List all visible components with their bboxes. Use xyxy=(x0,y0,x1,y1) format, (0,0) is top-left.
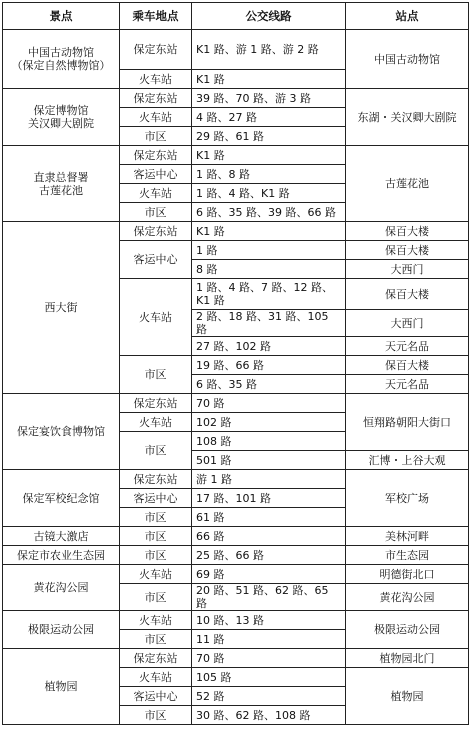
stop-cell: 市生态园 xyxy=(346,546,469,565)
stop-cell: 恒翔路朝阳大街口 xyxy=(346,394,469,451)
header-boarding-place: 乘车地点 xyxy=(120,3,192,30)
boarding-cell: 市区 xyxy=(120,706,192,725)
boarding-cell: 市区 xyxy=(120,508,192,527)
bus-line-cell: K1 路 xyxy=(192,222,346,241)
bus-line-cell: 11 路 xyxy=(192,630,346,649)
bus-line-cell: 27 路、102 路 xyxy=(192,337,346,356)
bus-line-cell: 70 路 xyxy=(192,394,346,413)
table-row xyxy=(3,649,469,668)
boarding-cell: 市区 xyxy=(120,546,192,565)
bus-line-cell: 69 路 xyxy=(192,565,346,584)
stop-cell: 保百大楼 xyxy=(346,241,469,260)
boarding-cell: 保定东站 xyxy=(120,222,192,241)
bus-line-cell: 20 路、51 路、62 路、65 路 xyxy=(192,584,346,611)
boarding-cell: 火车站 xyxy=(120,184,192,203)
boarding-cell: 火车站 xyxy=(120,565,192,584)
stop-cell: 美林河畔 xyxy=(346,527,469,546)
bus-line-cell: K1 路 xyxy=(192,70,346,89)
scenic-spot-cell: 直隶总督署 古莲花池 xyxy=(3,146,120,222)
boarding-cell: 客运中心 xyxy=(120,687,192,706)
table-row xyxy=(3,565,469,584)
stop-cell: 天元名品 xyxy=(346,337,469,356)
boarding-cell: 客运中心 xyxy=(120,489,192,508)
bus-line-cell: 6 路、35 路、39 路、66 路 xyxy=(192,203,346,222)
table-row xyxy=(3,611,469,630)
boarding-cell: 市区 xyxy=(120,584,192,611)
bus-line-cell: 10 路、13 路 xyxy=(192,611,346,630)
bus-line-cell: 17 路、101 路 xyxy=(192,489,346,508)
bus-line-cell: 4 路、27 路 xyxy=(192,108,346,127)
boarding-cell: 客运中心 xyxy=(120,165,192,184)
stop-cell: 中国古动物馆 xyxy=(346,30,469,89)
stop-cell: 保百大楼 xyxy=(346,279,469,310)
stop-cell: 保百大楼 xyxy=(346,356,469,375)
stop-cell: 军校广场 xyxy=(346,470,469,527)
boarding-cell: 火车站 xyxy=(120,611,192,630)
bus-line-cell: 6 路、35 路 xyxy=(192,375,346,394)
boarding-cell: 市区 xyxy=(120,630,192,649)
stop-cell: 明德街北口 xyxy=(346,565,469,584)
bus-line-cell: 105 路 xyxy=(192,668,346,687)
header-row xyxy=(3,3,469,30)
bus-line-cell: 29 路、61 路 xyxy=(192,127,346,146)
table-row xyxy=(3,527,469,546)
boarding-cell: 火车站 xyxy=(120,108,192,127)
bus-line-cell: 61 路 xyxy=(192,508,346,527)
bus-route-table xyxy=(2,2,469,725)
scenic-spot-cell: 中国古动物馆 （保定自然博物馆） xyxy=(3,30,120,89)
header-bus-lines: 公交线路 xyxy=(192,3,346,30)
bus-line-cell: K1 路、游 1 路、游 2 路 xyxy=(192,30,346,70)
header-stop: 站点 xyxy=(346,3,469,30)
bus-line-cell: 70 路 xyxy=(192,649,346,668)
boarding-cell: 火车站 xyxy=(120,668,192,687)
bus-line-cell: 游 1 路 xyxy=(192,470,346,489)
boarding-cell: 保定东站 xyxy=(120,89,192,108)
boarding-cell: 保定东站 xyxy=(120,30,192,70)
boarding-cell: 市区 xyxy=(120,356,192,394)
stop-cell: 保百大楼 xyxy=(346,222,469,241)
scenic-spot-cell: 保定宴饮食博物馆 xyxy=(3,394,120,470)
bus-line-cell: 1 路、4 路、7 路、12 路、K1 路 xyxy=(192,279,346,310)
bus-line-cell: 66 路 xyxy=(192,527,346,546)
stop-cell: 汇博・上谷大观 xyxy=(346,451,469,470)
boarding-cell: 市区 xyxy=(120,203,192,222)
stop-cell: 大西门 xyxy=(346,310,469,337)
bus-line-cell: 1 路、8 路 xyxy=(192,165,346,184)
table-row xyxy=(3,146,469,165)
boarding-cell: 保定东站 xyxy=(120,394,192,413)
boarding-cell: 市区 xyxy=(120,527,192,546)
header-scenic-spot: 景点 xyxy=(3,3,120,30)
boarding-cell: 火车站 xyxy=(120,279,192,356)
boarding-cell: 保定东站 xyxy=(120,649,192,668)
table-row xyxy=(3,222,469,241)
table-row xyxy=(3,394,469,413)
table-row xyxy=(3,89,469,108)
scenic-spot-cell: 保定博物馆 关汉卿大剧院 xyxy=(3,89,120,146)
boarding-cell: 客运中心 xyxy=(120,241,192,279)
bus-line-cell: K1 路 xyxy=(192,146,346,165)
bus-line-cell: 52 路 xyxy=(192,687,346,706)
stop-cell: 植物园北门 xyxy=(346,649,469,668)
scenic-spot-cell: 保定市农业生态园 xyxy=(3,546,120,565)
boarding-cell: 保定东站 xyxy=(120,146,192,165)
bus-line-cell: 501 路 xyxy=(192,451,346,470)
table-row xyxy=(3,30,469,70)
scenic-spot-cell: 黄花沟公园 xyxy=(3,565,120,611)
stop-cell: 天元名品 xyxy=(346,375,469,394)
bus-line-cell: 108 路 xyxy=(192,432,346,451)
scenic-spot-cell: 保定军校纪念馆 xyxy=(3,470,120,527)
scenic-spot-cell: 西大街 xyxy=(3,222,120,394)
bus-line-cell: 19 路、66 路 xyxy=(192,356,346,375)
bus-line-cell: 1 路 xyxy=(192,241,346,260)
boarding-cell: 市区 xyxy=(120,432,192,470)
bus-line-cell: 8 路 xyxy=(192,260,346,279)
scenic-spot-cell: 极限运动公园 xyxy=(3,611,120,649)
scenic-spot-cell: 古镜大激店 xyxy=(3,527,120,546)
bus-line-cell: 30 路、62 路、108 路 xyxy=(192,706,346,725)
table-row xyxy=(3,470,469,489)
stop-cell: 极限运动公园 xyxy=(346,611,469,649)
boarding-cell: 火车站 xyxy=(120,70,192,89)
boarding-cell: 市区 xyxy=(120,127,192,146)
bus-line-cell: 25 路、66 路 xyxy=(192,546,346,565)
stop-cell: 古莲花池 xyxy=(346,146,469,222)
boarding-cell: 火车站 xyxy=(120,413,192,432)
stop-cell: 植物园 xyxy=(346,668,469,725)
bus-line-cell: 102 路 xyxy=(192,413,346,432)
scenic-spot-cell: 植物园 xyxy=(3,649,120,725)
stop-cell: 大西门 xyxy=(346,260,469,279)
bus-line-cell: 1 路、4 路、K1 路 xyxy=(192,184,346,203)
bus-line-cell: 39 路、70 路、游 3 路 xyxy=(192,89,346,108)
stop-cell: 东湖・关汉卿大剧院 xyxy=(346,89,469,146)
bus-line-cell: 2 路、18 路、31 路、105 路 xyxy=(192,310,346,337)
table-row xyxy=(3,546,469,565)
boarding-cell: 保定东站 xyxy=(120,470,192,489)
stop-cell: 黄花沟公园 xyxy=(346,584,469,611)
